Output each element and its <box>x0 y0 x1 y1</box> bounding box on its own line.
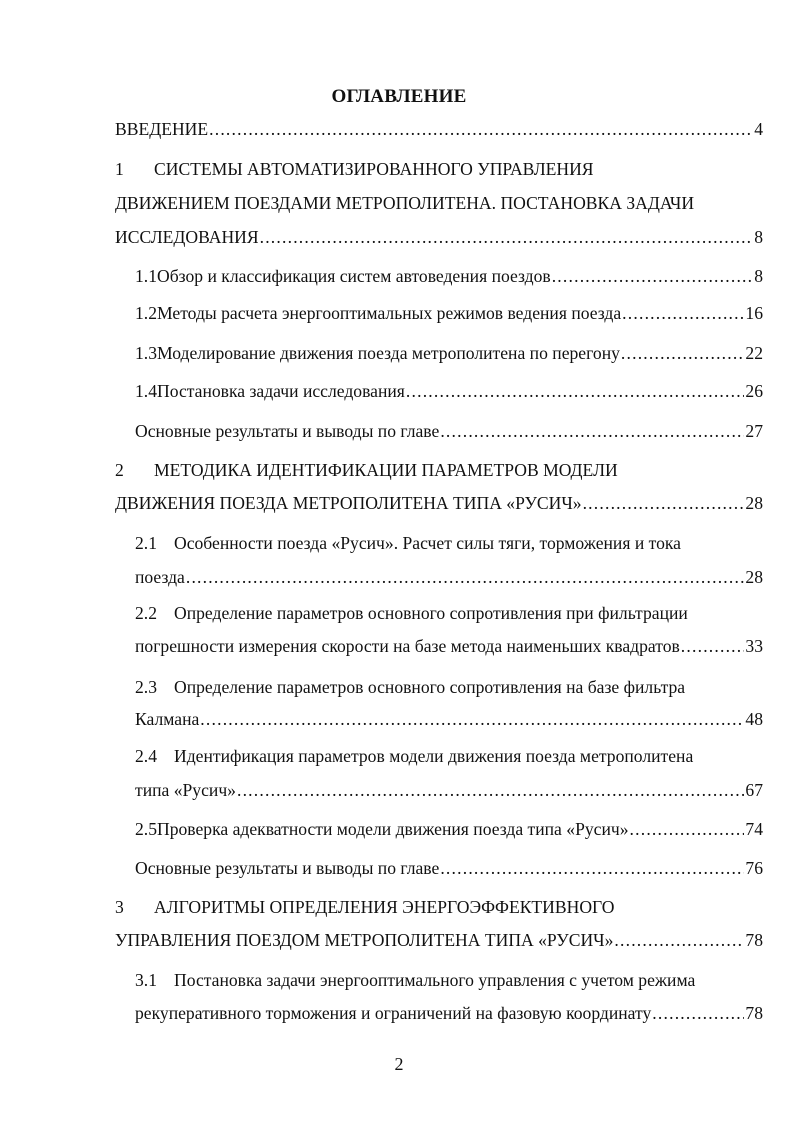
toc-chapter-2-line2[interactable] <box>115 492 763 514</box>
dot-leader <box>440 857 744 879</box>
toc-entry-text: Особенности поезда «Русич». Расчет силы тяги, торможения и тока <box>174 533 681 553</box>
toc-entry-text: СИСТЕМЫ АВТОМАТИЗИРОВАННОГО УПРАВЛЕНИЯ <box>154 159 594 179</box>
dot-leader <box>406 380 745 402</box>
toc-title: ОГЛАВЛЕНИЕ <box>331 86 467 107</box>
chapter-number: 2 <box>115 460 124 480</box>
toc-entry-text: Определение параметров основного сопротивления при фильтрации <box>174 603 688 623</box>
dot-leader <box>630 818 745 840</box>
toc-section-2-2-line2[interactable] <box>135 635 763 657</box>
toc-page-number: 8 <box>754 266 763 286</box>
toc-chapter-1-line3[interactable] <box>115 226 763 248</box>
toc-page-number: 78 <box>745 930 763 950</box>
page-number: 2 <box>394 1054 404 1074</box>
toc-entry-text: ВВЕДЕНИЕ <box>115 119 209 139</box>
toc-entry-text: ДВИЖЕНИЕМ ПОЕЗДАМИ МЕТРОПОЛИТЕНА. ПОСТАНОВКА ЗАДАЧИ <box>115 193 695 213</box>
toc-entry-text: Постановка задачи энергооптимального управления с учетом режима <box>174 970 696 990</box>
dot-leader <box>652 1002 744 1024</box>
toc-entry-text: поезда <box>135 567 185 587</box>
toc-section-2-1-line2[interactable] <box>135 566 763 588</box>
section-number: 1.3 <box>135 343 157 363</box>
toc-entry-text: рекуперативного торможения и ограничений на фазовую координату <box>135 1003 652 1023</box>
section-number: 2.2 <box>135 603 157 623</box>
toc-chapter-1-results[interactable] <box>135 420 763 442</box>
toc-page-number: 22 <box>745 343 763 363</box>
toc-section-2-4-line2[interactable] <box>135 779 763 801</box>
dot-leader <box>621 342 745 364</box>
toc-page-number: 8 <box>754 227 763 247</box>
dot-leader <box>200 708 744 730</box>
dot-leader <box>552 265 754 287</box>
toc-page-number: 28 <box>745 567 763 587</box>
toc-entry-text: ИССЛЕДОВАНИЯ <box>115 227 259 247</box>
toc-entry-intro[interactable] <box>115 118 763 140</box>
chapter-number: 3 <box>115 897 124 917</box>
toc-page-number: 76 <box>745 858 763 878</box>
toc-section-2-4-line1[interactable] <box>135 745 763 767</box>
section-number: 1.4 <box>135 381 157 401</box>
toc-entry-text: АЛГОРИТМЫ ОПРЕДЕЛЕНИЯ ЭНЕРГОЭФФЕКТИВНОГО <box>154 897 615 917</box>
toc-page-number: 74 <box>745 819 763 839</box>
toc-section-1-4[interactable] <box>135 380 763 402</box>
toc-section-2-3-line2[interactable] <box>135 708 763 730</box>
toc-entry-text: Обзор и классификация систем автоведения поездов <box>157 266 551 286</box>
toc-section-2-2-line1[interactable] <box>135 602 763 624</box>
toc-entry-text: типа «Русич» <box>135 780 236 800</box>
toc-chapter-2-results[interactable] <box>135 857 763 879</box>
toc-section-3-1-line1[interactable] <box>135 969 763 991</box>
dot-leader <box>440 420 744 442</box>
toc-entry-text: Идентификация параметров модели движения поезда метрополитена <box>174 746 694 766</box>
toc-entry-text: Моделирование движения поезда метрополитена по перегону <box>157 343 620 363</box>
toc-entry-text: Калмана <box>135 709 200 729</box>
dot-leader <box>614 929 744 951</box>
toc-chapter-1-line2[interactable] <box>115 192 763 214</box>
toc-entry-text: Основные результаты и выводы по главе <box>135 421 440 441</box>
toc-page-number: 16 <box>745 303 763 323</box>
toc-page-number: 67 <box>745 780 763 800</box>
toc-page-number: 26 <box>745 381 763 401</box>
toc-page-number: 48 <box>745 709 763 729</box>
toc-entry-text: УПРАВЛЕНИЯ ПОЕЗДОМ МЕТРОПОЛИТЕНА ТИПА «РУСИЧ» <box>115 930 614 950</box>
toc-section-2-5[interactable] <box>135 818 763 840</box>
toc-entry-text: Методы расчета энергооптимальных режимов ведения поезда <box>157 303 622 323</box>
chapter-number: 1 <box>115 159 124 179</box>
toc-section-3-1-line2[interactable] <box>135 1002 763 1024</box>
toc-section-2-1-line1[interactable] <box>135 532 763 554</box>
dot-leader <box>260 226 754 248</box>
dot-leader <box>583 492 745 514</box>
dot-leader <box>186 566 745 588</box>
section-number: 3.1 <box>135 970 157 990</box>
toc-page-number: 27 <box>745 421 763 441</box>
toc-page-number: 78 <box>745 1003 763 1023</box>
toc-section-2-3-line1[interactable] <box>135 676 763 698</box>
toc-page-number: 33 <box>745 636 763 656</box>
toc-section-1-1[interactable] <box>135 265 763 287</box>
toc-chapter-3-line2[interactable] <box>115 929 763 951</box>
toc-entry-text: Основные результаты и выводы по главе <box>135 858 440 878</box>
toc-entry-text: Постановка задачи исследования <box>157 381 405 401</box>
toc-entry-text: Проверка адекватности модели движения поезда типа «Русич» <box>157 819 629 839</box>
dot-leader <box>622 302 744 324</box>
toc-section-1-3[interactable] <box>135 342 763 364</box>
toc-entry-text: ДВИЖЕНИЯ ПОЕЗДА МЕТРОПОЛИТЕНА ТИПА «РУСИЧ» <box>115 493 582 513</box>
toc-page-number: 4 <box>754 119 763 139</box>
section-number: 1.2 <box>135 303 157 323</box>
section-number: 2.4 <box>135 746 157 766</box>
toc-page-number: 28 <box>745 493 763 513</box>
dot-leader <box>681 635 745 657</box>
dot-leader <box>237 779 744 801</box>
section-number: 1.1 <box>135 266 157 286</box>
section-number: 2.5 <box>135 819 157 839</box>
toc-entry-text: МЕТОДИКА ИДЕНТИФИКАЦИИ ПАРАМЕТРОВ МОДЕЛИ <box>154 460 618 480</box>
toc-entry-text: погрешности измерения скорости на базе метода наименьших квадратов <box>135 636 680 656</box>
toc-chapter-3-line1[interactable] <box>115 896 763 918</box>
section-number: 2.3 <box>135 677 157 697</box>
dot-leader <box>209 118 753 140</box>
toc-entry-text: Определение параметров основного сопротивления на базе фильтра <box>174 677 686 697</box>
toc-section-1-2[interactable] <box>135 302 763 324</box>
toc-chapter-2-line1[interactable] <box>115 459 763 481</box>
toc-chapter-1-line1[interactable] <box>115 158 763 180</box>
section-number: 2.1 <box>135 533 157 553</box>
